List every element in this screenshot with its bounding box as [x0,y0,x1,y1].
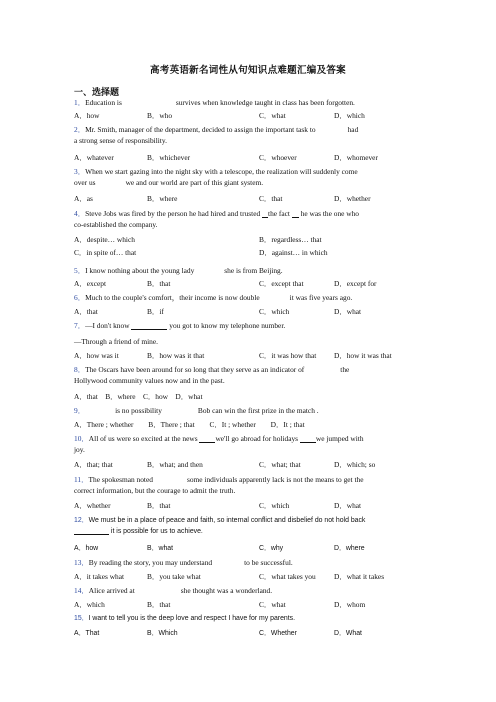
options-10 [74,459,426,470]
question-9: 9． is no possibility Bob can win the first prize in the match . [74,406,319,415]
option-a[interactable]: A．whatever [74,153,114,162]
option-b[interactable]: B．you take what [147,572,201,581]
question-7: 7．—I don't know you got to know my telephone number. —Through a friend of mine. [74,321,286,346]
question-number: 1． [74,98,86,107]
option-b[interactable]: B．that [147,279,171,288]
options-3 [74,193,426,204]
options-1 [74,110,426,121]
option-d[interactable]: D．What [334,630,362,637]
option-c[interactable]: C．that [259,194,283,203]
option-a[interactable]: A．which [74,600,105,609]
option-d[interactable]: D．where [334,545,365,552]
option-d[interactable]: D．except for [334,279,377,288]
option-d[interactable]: D．which; so [334,460,376,469]
option-d[interactable]: D．which [334,111,365,120]
option-c[interactable]: C．which [259,501,290,510]
options-13 [74,571,426,582]
question-2: 2．Mr. Smith, manager of the department, decided to assign the important task to had a strong sense of responsibility. [74,125,359,145]
option-c[interactable]: C．whoever [259,153,297,162]
option-b[interactable]: B．what; and then [147,460,203,469]
option-b[interactable]: B．Which [147,630,178,637]
options-4a [74,234,426,245]
option-a[interactable]: A．that [74,307,98,316]
option-a[interactable]: A．except [74,279,107,288]
option-b[interactable]: B．regardless… that [259,235,322,244]
option-b[interactable]: B．who [147,111,173,120]
section-heading: 一、选择题 [74,87,120,97]
options-9 [74,419,426,430]
option-d[interactable]: D．whether [334,194,371,203]
option-b[interactable]: B．how was it that [147,351,205,360]
options-8 [74,391,426,402]
option-b[interactable]: B．that [147,600,171,609]
option-c[interactable]: C．it was how that [259,351,317,360]
question-5: 5．I know nothing about the young lady she is from Beijing. [74,266,283,275]
question-11: 11．The spokesman noted some individuals apparently lack is not the means to get the correct information, but the courage to admit the truth. [74,475,364,495]
question-14: 14．Alice arrived at she thought was a wonderland. [74,586,273,595]
option-c[interactable]: C．which [259,307,290,316]
options-4b [74,247,426,258]
option-c[interactable]: C．what takes you [259,572,316,581]
question-12: 12．We must be in a place of peace and faith, so internal conflict and disbelief do not hold back it is possible for us to achieve. [74,517,366,535]
option-a[interactable]: A．how [74,545,99,552]
question-8: 8．The Oscars have been around for so long that they serve as an indicator of the Hollywood community values now and in the past. [74,365,350,385]
option-c[interactable]: C．Whether [259,630,297,637]
option-d[interactable]: D．what it takes [334,572,385,581]
option-b[interactable]: B．that [147,501,171,510]
options-15 [74,627,426,638]
option-c[interactable]: C．what [259,111,286,120]
option-a[interactable]: A．that; that [74,460,113,469]
options-12 [74,542,426,553]
option-d[interactable]: D．whom [334,600,366,609]
option-b[interactable]: B．what [147,545,174,552]
option-a[interactable]: A．That [74,630,100,637]
option-a[interactable]: A．despite… which [74,235,135,244]
question-3: 3．When we start gazing into the night sky with a telescope, the realization will suddenly come over us we and our world are part of this giant system. [74,167,358,187]
question-4: 4．Steve Jobs was fired by the person he had hired and trusted the fact he was the one who co-established the company. [74,209,359,229]
option-b[interactable]: B．where [147,194,178,203]
options-2 [74,152,426,163]
question-13: 13．By reading the story, you may understand to be successful. [74,558,293,567]
options-line[interactable]: A．that B．where C．how D．what [74,392,203,401]
options-11 [74,500,426,511]
option-d[interactable]: D．what [334,501,362,510]
option-b[interactable]: B．whichever [147,153,191,162]
option-c[interactable]: C．what; that [259,460,301,469]
options-6 [74,306,426,317]
option-a[interactable]: A．how was it [74,351,119,360]
option-a[interactable]: A．how [74,111,100,120]
option-c[interactable]: C．why [259,545,284,552]
question-15: 15．I want to tell you is the deep love and respect I have for my parents. [74,615,296,622]
options-5 [74,278,426,289]
option-d[interactable]: D．against… in which [259,248,328,257]
option-a[interactable]: A．whether [74,501,111,510]
option-a[interactable]: A．as [74,194,93,203]
option-d[interactable]: D．what [334,307,362,316]
question-10: 10．All of us were so excited at the news we'll go abroad for holidays we jumped with joy. [74,434,364,454]
option-d[interactable]: D．whomever [334,153,378,162]
option-d[interactable]: D．how it was that [334,351,392,360]
option-b[interactable]: B．if [147,307,164,316]
page-title: 高考英语新名词性从句知识点难题汇编及答案 [149,66,346,76]
options-14 [74,599,426,610]
option-c[interactable]: C．except that [259,279,304,288]
option-a[interactable]: A．it takes what [74,572,125,581]
options-line[interactable]: A．There ; whether B．There ; that C．It ; whether D．It ; that [74,420,305,429]
option-c[interactable]: C．what [259,600,286,609]
option-c[interactable]: C．in spite of… that [74,248,137,257]
question-1: 1．Education is survives when knowledge taught in class has been forgotten. [74,98,355,107]
question-6: 6．Much to the couple's comfort，their income is now double it was five years ago. [74,293,353,302]
options-7 [74,350,426,361]
